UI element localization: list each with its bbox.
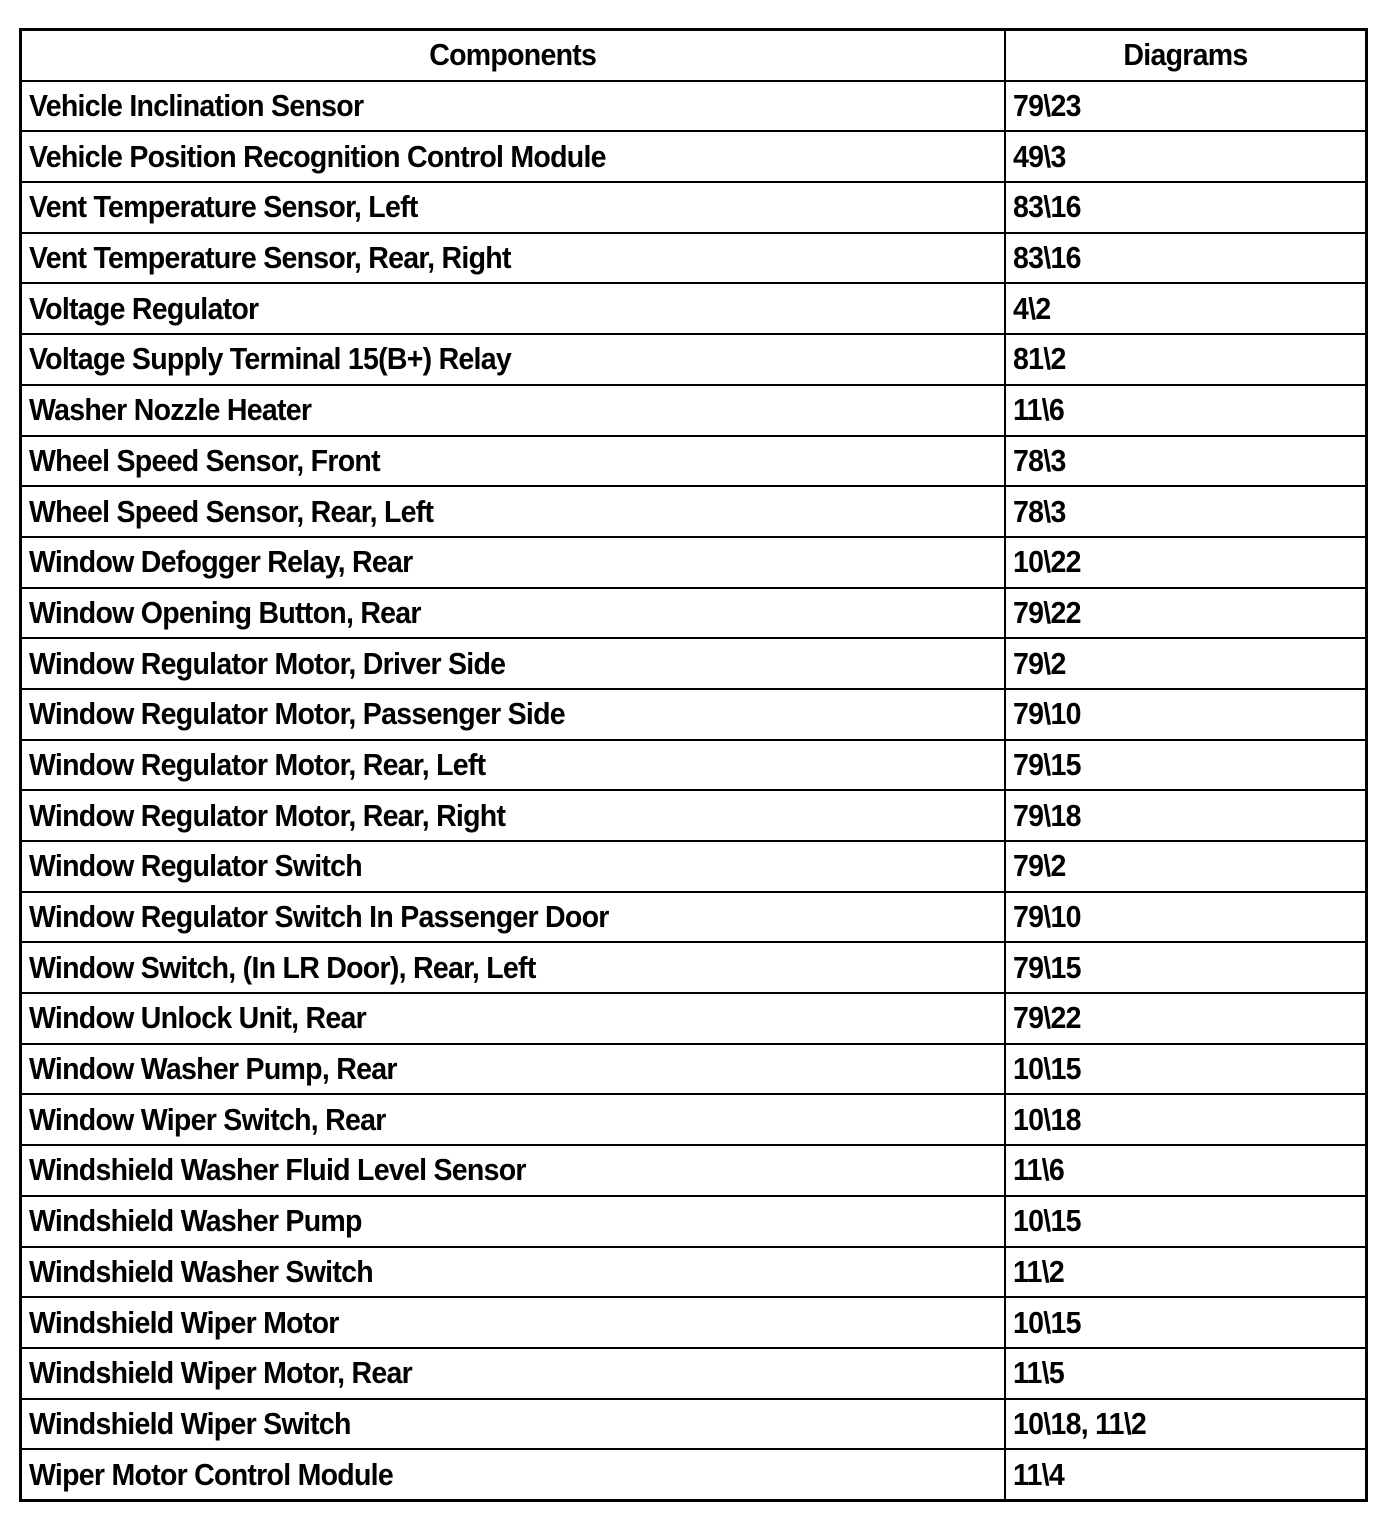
component-cell (21, 182, 1006, 233)
diagram-cell-text: 11\5 (1013, 1355, 1065, 1391)
table-row (21, 689, 1367, 740)
diagram-cell-text: 81\2 (1013, 341, 1066, 377)
diagram-cell (1005, 283, 1367, 334)
component-cell (21, 588, 1006, 639)
diagram-cell-text: 79\18 (1013, 797, 1081, 833)
components-header-label: Components (429, 37, 597, 73)
component-cell (21, 689, 1006, 740)
diagram-cell-text: 79\10 (1013, 696, 1081, 732)
diagram-cell (1005, 942, 1367, 993)
diagram-cell (1005, 334, 1367, 385)
component-cell (21, 740, 1006, 791)
component-cell-text: Voltage Supply Terminal 15(B+) Relay (29, 341, 511, 377)
component-cell (21, 841, 1006, 892)
component-cell-text: Vent Temperature Sensor, Rear, Right (29, 240, 511, 276)
component-cell-text: Voltage Regulator (29, 290, 259, 326)
component-cell-text: Window Regulator Motor, Rear, Left (29, 746, 486, 782)
diagram-cell (1005, 790, 1367, 841)
diagram-cell-text: 11\6 (1013, 392, 1065, 428)
component-cell-text: Wheel Speed Sensor, Rear, Left (29, 493, 434, 529)
component-cell (21, 1044, 1006, 1095)
component-cell (21, 1145, 1006, 1196)
diagram-cell (1005, 182, 1367, 233)
components-diagrams-table (19, 28, 1368, 1502)
component-cell (21, 1094, 1006, 1145)
table-row (21, 334, 1367, 385)
component-cell (21, 81, 1006, 132)
table-row (21, 1196, 1367, 1247)
diagrams-header-label: Diagrams (1123, 37, 1248, 73)
component-cell-text: Wiper Motor Control Module (29, 1456, 394, 1492)
table-row (21, 892, 1367, 943)
component-cell-text: Window Switch, (In LR Door), Rear, Left (29, 949, 536, 985)
diagram-cell-text: 11\4 (1013, 1456, 1065, 1492)
component-cell (21, 1297, 1006, 1348)
component-cell (21, 790, 1006, 841)
header-row (21, 30, 1367, 81)
diagrams-header (1005, 30, 1367, 81)
diagram-cell-text: 10\15 (1013, 1051, 1081, 1087)
diagram-cell-text: 79\15 (1013, 746, 1081, 782)
diagram-cell-text: 10\18, 11\2 (1013, 1405, 1147, 1441)
diagram-cell-text: 79\2 (1013, 645, 1066, 681)
component-cell-text: Window Regulator Motor, Passenger Side (29, 696, 565, 732)
diagram-cell-text: 11\6 (1013, 1152, 1065, 1188)
component-cell-text: Window Regulator Motor, Driver Side (29, 645, 506, 681)
diagram-cell-text: 79\22 (1013, 594, 1081, 630)
diagram-cell (1005, 588, 1367, 639)
component-cell (21, 638, 1006, 689)
component-cell-text: Window Defogger Relay, Rear (29, 544, 413, 580)
table-row (21, 1399, 1367, 1450)
component-cell (21, 993, 1006, 1044)
table-row (21, 740, 1367, 791)
table-row (21, 385, 1367, 436)
diagram-cell (1005, 131, 1367, 182)
diagram-cell-text: 83\16 (1013, 189, 1081, 225)
component-cell (21, 1348, 1006, 1399)
component-cell-text: Vent Temperature Sensor, Left (29, 189, 418, 225)
table-row (21, 81, 1367, 132)
diagram-cell-text: 10\22 (1013, 544, 1081, 580)
table-row (21, 1094, 1367, 1145)
component-cell (21, 1449, 1006, 1500)
table-row (21, 233, 1367, 284)
diagram-cell-text: 11\2 (1013, 1253, 1065, 1289)
component-cell-text: Window Washer Pump, Rear (29, 1051, 397, 1087)
diagram-cell-text: 79\23 (1013, 88, 1081, 124)
component-cell-text: Windshield Wiper Motor (29, 1304, 339, 1340)
diagram-cell-text: 78\3 (1013, 493, 1066, 529)
diagram-cell (1005, 1044, 1367, 1095)
diagram-cell-text: 83\16 (1013, 240, 1081, 276)
diagram-cell-text: 79\2 (1013, 848, 1066, 884)
table-row (21, 1297, 1367, 1348)
diagram-cell (1005, 892, 1367, 943)
diagram-cell (1005, 841, 1367, 892)
diagram-cell-text: 79\10 (1013, 899, 1081, 935)
component-cell-text: Windshield Wiper Motor, Rear (29, 1355, 412, 1391)
table-row (21, 1044, 1367, 1095)
table-row (21, 942, 1367, 993)
component-cell (21, 537, 1006, 588)
diagram-cell (1005, 740, 1367, 791)
diagram-cell (1005, 1348, 1367, 1399)
component-cell (21, 486, 1006, 537)
diagram-cell-text: 10\15 (1013, 1203, 1081, 1239)
component-cell-text: Window Regulator Switch (29, 848, 362, 884)
diagram-cell-text: 79\22 (1013, 1000, 1081, 1036)
component-cell (21, 1247, 1006, 1298)
diagram-cell (1005, 1094, 1367, 1145)
table-body (21, 81, 1367, 1501)
diagram-cell (1005, 993, 1367, 1044)
table-row (21, 1348, 1367, 1399)
component-cell-text: Windshield Washer Fluid Level Sensor (29, 1152, 526, 1188)
component-cell (21, 892, 1006, 943)
component-cell (21, 131, 1006, 182)
table-row (21, 486, 1367, 537)
components-header (21, 30, 1006, 81)
component-cell (21, 1196, 1006, 1247)
table-row (21, 638, 1367, 689)
component-cell-text: Vehicle Inclination Sensor (29, 88, 364, 124)
diagram-cell (1005, 1247, 1367, 1298)
diagram-cell (1005, 436, 1367, 487)
table-row (21, 588, 1367, 639)
diagram-cell (1005, 1145, 1367, 1196)
component-cell (21, 942, 1006, 993)
table-row (21, 283, 1367, 334)
diagram-cell (1005, 1399, 1367, 1450)
table-row (21, 537, 1367, 588)
component-cell (21, 233, 1006, 284)
table-row (21, 131, 1367, 182)
table-row (21, 1145, 1367, 1196)
component-cell-text: Washer Nozzle Heater (29, 392, 312, 428)
table-row (21, 993, 1367, 1044)
diagram-cell (1005, 537, 1367, 588)
table-row (21, 436, 1367, 487)
component-cell (21, 436, 1006, 487)
component-cell (21, 385, 1006, 436)
component-cell-text: Windshield Wiper Switch (29, 1405, 351, 1441)
diagram-cell-text: 49\3 (1013, 138, 1066, 174)
diagram-cell (1005, 689, 1367, 740)
diagram-cell-text: 78\3 (1013, 442, 1066, 478)
component-cell-text: Windshield Washer Switch (29, 1253, 373, 1289)
diagram-cell (1005, 1449, 1367, 1500)
diagram-cell-text: 10\15 (1013, 1304, 1081, 1340)
diagram-cell-text: 4\2 (1013, 290, 1051, 326)
component-cell-text: Window Wiper Switch, Rear (29, 1101, 386, 1137)
diagram-cell-text: 79\15 (1013, 949, 1081, 985)
diagram-cell (1005, 1196, 1367, 1247)
component-cell-text: Wheel Speed Sensor, Front (29, 442, 380, 478)
table-row (21, 841, 1367, 892)
table-row (21, 182, 1367, 233)
component-cell-text: Window Opening Button, Rear (29, 594, 421, 630)
table-row (21, 790, 1367, 841)
component-cell (21, 283, 1006, 334)
diagram-cell (1005, 81, 1367, 132)
diagram-cell (1005, 638, 1367, 689)
diagram-cell-text: 10\18 (1013, 1101, 1081, 1137)
component-cell-text: Vehicle Position Recognition Control Module (29, 138, 606, 174)
component-cell (21, 334, 1006, 385)
diagram-cell (1005, 385, 1367, 436)
component-cell-text: Window Unlock Unit, Rear (29, 1000, 367, 1036)
component-cell (21, 1399, 1006, 1450)
component-cell-text: Windshield Washer Pump (29, 1203, 362, 1239)
component-cell-text: Window Regulator Switch In Passenger Door (29, 899, 609, 935)
diagram-cell (1005, 233, 1367, 284)
diagram-cell (1005, 486, 1367, 537)
diagram-cell (1005, 1297, 1367, 1348)
table-row (21, 1247, 1367, 1298)
table-row (21, 1449, 1367, 1500)
component-cell-text: Window Regulator Motor, Rear, Right (29, 797, 506, 833)
